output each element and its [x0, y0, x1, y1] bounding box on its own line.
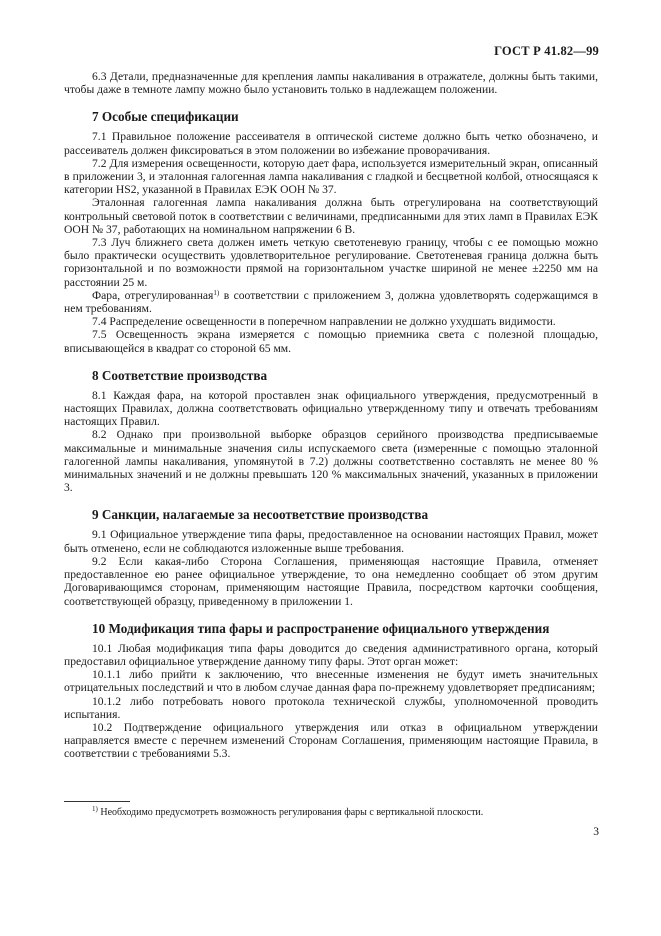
section-heading: 10 Модификация типа фары и распространение официального утверждения — [92, 620, 550, 636]
paragraph: 10.1.2 либо потребовать нового протокола технической службы, уполномоченной проводить испытания. — [64, 694, 598, 721]
document-code-header: ГОСТ Р 41.82—99 — [494, 44, 599, 58]
paragraph: 8.2 Однако при произвольной выборке образцов серийного производства предписываемые максимальные и минимальные значения силы испускаемого света (измеренные с помощью эталонной галогенной лампы накаливания, упомянутой в 7.2) должны соответственно составлять не менее 80 % минимальных значений и не должны превышать 120 % максимальных значений, указанных в приложении 3. — [64, 428, 598, 495]
footnote-divider — [64, 801, 130, 802]
paragraph: Эталонная галогенная лампа накаливания должна быть отрегулирована на соответствующий контрольный световой поток в соответствии с величинами, предписанными для этих ламп в Правилах ЕЭК ООН № 37, работающих на номинальном напряжении 6 В. — [64, 196, 598, 236]
paragraph: 7.3 Луч ближнего света должен иметь четкую светотеневую границу, чтобы с ее помощью можно было практически осуществить удовлетворительное регулирование. Светотеневая граница должна быть горизонтальной и по возможности прямой на горизонтальном участке шириной не менее ±2250 мм на расстоянии 25 м. — [64, 236, 598, 289]
section-heading: 8 Соответствие производства — [92, 367, 268, 383]
paragraph: 10.1.1 либо прийти к заключению, что внесенные изменения не будут иметь значительных отрицательных последствий и что в любом случае данная фара по-прежнему удовлетворяет предписаниям; — [64, 668, 598, 695]
section-heading: 9 Санкции, налагаемые за несоответствие производства — [92, 507, 429, 523]
paragraph: 9.1 Официальное утверждение типа фары, предоставленное на основании настоящих Правил, может быть отменено, если не соблюдаются изложенные выше требования. — [64, 528, 598, 555]
footnote-text: Необходимо предусмотреть возможность регулирования фары с вертикальной плоскости. — [97, 807, 484, 818]
paragraph: 8.1 Каждая фара, на которой проставлен знак официального утверждения, предусмотренный в настоящих Правилах, должна соответствовать официально утвержденному типу и отвечать требованиям настоящих Правил. — [64, 388, 598, 429]
paragraph: 7.1 Правильное положение рассеивателя в оптической системе должно быть четко обозначено, и рассеиватель должен фиксироваться в этом положении во избежание проворачивания. — [64, 130, 598, 157]
paragraph: 6.3 Детали, предназначенные для крепления лампы накаливания в отражателе, должны быть такими, чтобы даже в темноте лампу можно было установить только в надлежащем положении. — [64, 70, 598, 97]
paragraph: 10.2 Подтверждение официального утверждения или отказ в официальном утверждении направляется вместе с перечнем изменений Сторонам Соглашения, применяющим настоящие Правила, в соответствии с требованиями 5.3. — [64, 720, 598, 761]
paragraph: 7.4 Распределение освещенности в поперечном направлении не должно ухудшать видимости. — [92, 315, 556, 329]
paragraph: 9.2 Если какая-либо Сторона Соглашения, применяющая настоящие Правила, отменяет предоставленное ею ранее официальное утверждение, то она немедленно сообщает об этом другим Договаривающимся сторонам, применяющим настоящие Правила, посредством карточки сообщения, соответствующей образцу, приведенному в приложении 1. — [64, 554, 598, 608]
paragraph: 7.2 Для измерения освещенности, которую дает фара, используется измерительный экран, описанный в приложении 3, и эталонная галогенная лампа накаливания с гладкой и бесцветной колбой, относящаяся к категории HS2, указанной в Правилах ЕЭК ООН № 37. — [64, 156, 598, 197]
section-heading: 7 Особые спецификации — [92, 109, 239, 125]
document-body — [64, 70, 598, 761]
paragraph: Фара, отрегулированная$^{1)}$ в соответствии с приложением 3, должна удовлетворять содержащимся в нем требованиям. — [64, 288, 599, 316]
footnote-marker: 1) — [92, 805, 98, 813]
paragraph: 10.1 Любая модификация типа фары доводится до сведения административного органа, который предоставил официальное утверждение данному типу фары. Этот орган может: — [64, 641, 598, 668]
footnote — [92, 807, 598, 819]
paragraph: 7.5 Освещенность экрана измеряется с помощью приемника света с полезной площадью, вписывающейся в квадрат со стороной 65 мм. — [64, 328, 598, 355]
page-number: 3 — [593, 826, 599, 838]
footnote-reference: 1) — [213, 288, 220, 297]
